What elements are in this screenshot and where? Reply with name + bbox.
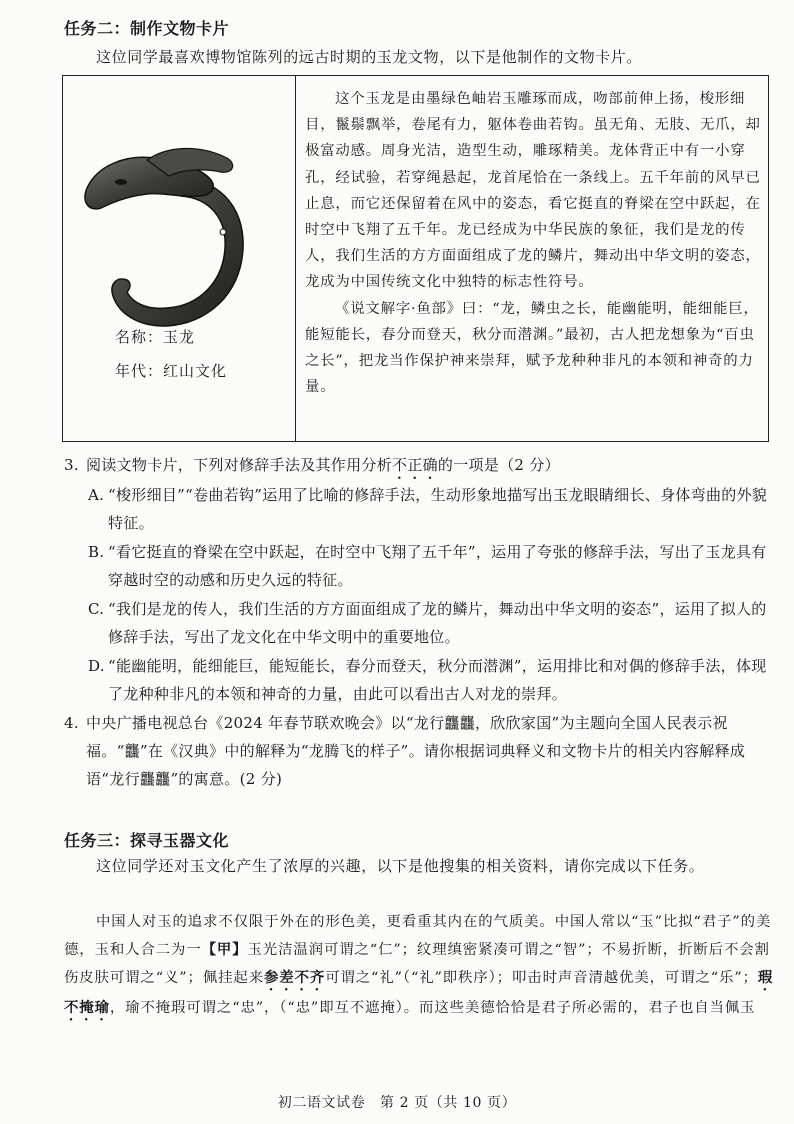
option-d-label: D.: [88, 657, 105, 675]
emphasis-not-correct: 不正确: [392, 456, 438, 474]
option-b-label: B.: [88, 543, 105, 561]
question-4-number: 4.: [64, 714, 79, 732]
option-d: [88, 652, 774, 708]
option-c-text: “我们是龙的传人，我们生活的方方面面组成了龙的鳞片，舞动出中华文明的姿态”，运用了拟人的修辞手法，写出了龙文化在中华文明中的重要地位。: [108, 600, 767, 646]
option-b-text: “看它挺直的脊梁在空中跃起，在时空中飞翔了五千年”，运用了夸张的修辞手法，写出了玉龙具有穿越时空的动感和历史久远的特征。: [108, 543, 767, 589]
question-4-text: 中央广播电视总台《2024 年春节联欢晚会》以“龙行龘龘，欣欣家国”为主题向全国人民表示祝福。“龘”在《汉典》中的解释为“龙腾飞的样子”。请你根据词典释义和文物卡片的相关内容解释成语“龙行龘龘”的寓意。(2 分): [86, 714, 746, 788]
question-4: [64, 709, 776, 793]
artifact-card-text: [305, 86, 763, 400]
option-c-label: C.: [88, 600, 105, 618]
task2-heading: 任务二：制作文物卡片: [64, 19, 230, 38]
artifact-shuowen-quote: 《说文解字·鱼部》曰：“龙，鳞虫之长，能幽能明，能细能巨，能短能长，春分而登天，秋分而潜渊。”最初，古人把龙想象为“百虫之长”，把龙当作保护神来崇拜，赋予龙种种非凡的本领和神奇的力量。: [305, 300, 759, 396]
question-3: [64, 451, 776, 483]
jade-dragon-image: [77, 136, 282, 356]
option-d-text: “能幽能明，能细能巨，能短能长，春分而登天，秋分而潜渊”，运用排比和对偶的修辞手法，体现了龙种种非凡的本领和神奇的力量，由此可以看出古人对龙的崇拜。: [108, 657, 767, 703]
page-footer: 初二语文试卷 第 2 页（共 10 页）: [277, 1095, 517, 1111]
option-a: [88, 481, 774, 537]
idiom-xia-bu-yan-yu: 瑕不掩瑜: [64, 970, 774, 1016]
task3-heading: 任务三：探寻玉器文化: [64, 831, 230, 850]
idiom-cenci-buqi: 参差不齐: [264, 970, 326, 986]
jade-culture-passage: 中国人对玉的追求不仅限于外在的形色美，更看重其内在的气质美。中国人常以“玉”比拟“君子”的美德，玉和人合二为一【甲】玉光洁温润可谓之“仁”；纹理缜密紧凑可谓之“智”；不易折断，折断后不会割伤皮肤可谓之“义”；佩挂起来参差不齐可谓之“礼”（“礼”即秩序）；叩击时声音清越优美，可谓之“乐”；瑕不掩瑜，瑜不掩瑕可谓之“忠”，（“忠”即互不遮掩）。而这些美德恰恰是君子所必需的，君子也自当佩玉: [64, 914, 774, 1016]
task2-intro: 这位同学最喜欢博物馆陈列的远古时期的玉龙文物，以下是他制作的文物卡片。: [96, 48, 643, 66]
option-a-label: A.: [88, 486, 105, 504]
question-3-number: 3.: [64, 456, 79, 474]
artifact-description: 这个玉龙是由墨绿色岫岩玉雕琢而成，吻部前伸上扬，梭形细目，鬣鬃飘举，卷尾有力，躯体卷曲若钩。虽无角、无肢、无爪，却极富动感。周身光洁，造型生动，雕琢精美。龙体背正中有一小穿孔，经试验，若穿绳悬起，龙首尾恰在一条线上。五千年前的风早已止息，而它还保留着在风中的姿态，看它挺直的脊梁在空中跃起，在时空中飞翔了五千年。龙已经成为中华民族的象征，我们是龙的传人，我们生活的方方面面组成了龙的鳞片，舞动出中华文明的姿态，龙成为中国传统文化中独特的标志性符号。: [305, 91, 761, 291]
artifact-name: 名称：玉龙: [115, 328, 196, 346]
artifact-card-image-panel: [63, 76, 296, 441]
artifact-era: 年代：红山文化: [115, 362, 228, 380]
option-c: [88, 595, 774, 651]
artifact-card: [62, 75, 769, 442]
task3-intro: 这位同学还对玉文化产生了浓厚的兴趣，以下是他搜集的相关资料，请你完成以下任务。: [96, 857, 705, 875]
blank-jia: 【甲】: [201, 942, 248, 958]
question-3-stem: 阅读文物卡片，下列对修辞手法及其作用分析不正确的一项是（2 分）: [86, 456, 560, 474]
option-a-text: “梭形细目”“卷曲若钩”运用了比喻的修辞手法，生动形象地描写出玉龙眼睛细长、身体弯曲的外貌特征。: [108, 486, 768, 532]
option-b: [88, 538, 774, 594]
